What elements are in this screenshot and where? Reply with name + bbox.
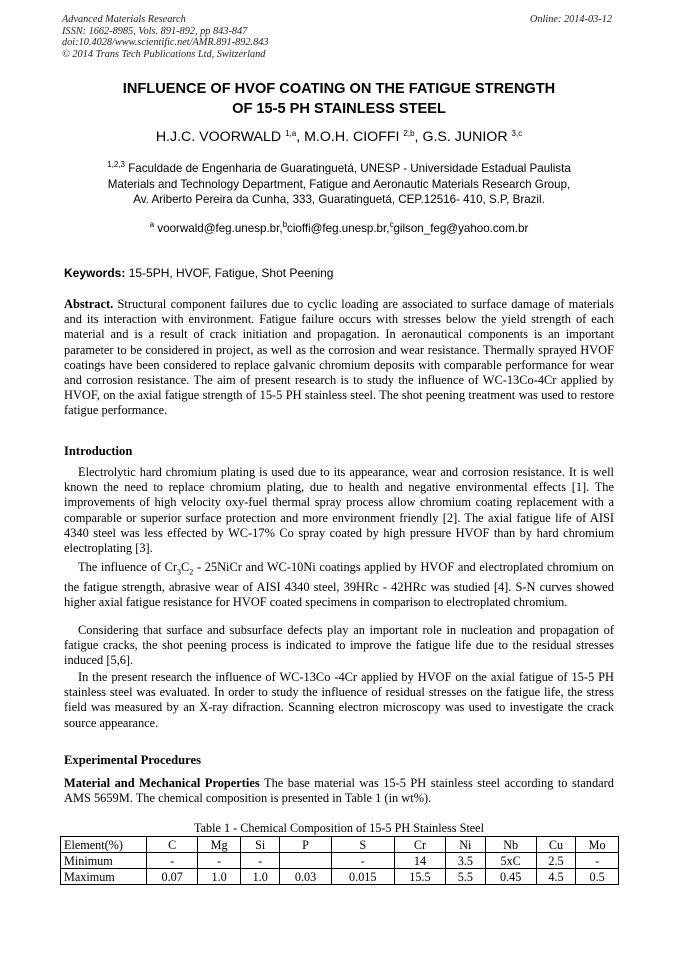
- online-date: Online: 2014-03-12: [529, 14, 612, 25]
- intro-paragraph-2: [64, 560, 614, 610]
- email-c: gilson_feg@yahoo.com.br: [393, 222, 529, 235]
- table-header-cell: Cu: [536, 837, 575, 853]
- email-mark: c: [389, 220, 394, 229]
- paper-title: [40, 80, 638, 119]
- table-header-cell: Nb: [485, 837, 536, 853]
- title-line-2: OF 15-5 PH STAINLESS STEEL: [232, 100, 446, 117]
- author-list: [40, 128, 638, 146]
- table-header-cell: C: [147, 837, 198, 853]
- affiliation-text: Faculdade de Engenharia de Guaratinguetá, UNESP - Universidade Estadual Paulista: [125, 162, 571, 175]
- author-affil-mark: 2,b: [403, 129, 415, 138]
- journal-info: [62, 14, 269, 60]
- table-cell: 5.5: [446, 869, 485, 885]
- intro-paragraph-3: Considering that surface and subsurface defects play an important role in nucleation and propagation of fatigue cracks, the shot peening process is indicated to improve the fatigue life due to the residual stresses induced [5,6].: [64, 623, 614, 668]
- subscript: 2: [189, 567, 194, 577]
- journal-doi: doi:10.4028/www.scientific.net/AMR.891-892.843: [62, 37, 269, 49]
- table-header-cell: Ni: [446, 837, 485, 853]
- author-affil-mark: 3,c: [511, 129, 523, 138]
- table-cell: 4.5: [536, 869, 575, 885]
- abstract-text: Structural component failures due to cyclic loading are associated to surface damage of materials and its interaction with environment. Fatigue failure occurs with stresses below the yield strength of each material and is a result of crack initiation and propagation. In aeronautical components is an important parameter to be considered in project, as well as the corrosion and wear resistance. Thermally sprayed HVOF coatings have been considered to replace galvanic chromium deposits with comparable performance for wear and corrosion resistance. The aim of present research is to study the influence of WC-13Co-4Cr applied by HVOF, on the axial fatigue strength of 15-5 PH stainless steel. The shot peening treatment was used to restore fatigue performance.: [64, 297, 614, 418]
- table-row: [61, 869, 619, 885]
- material-text: The base material was 15-5 PH stainless steel according to standard AMS 5659M. The chemical composition is presented in Table 1 (in wt%).: [64, 776, 614, 806]
- table-header-row: [61, 837, 619, 853]
- affiliation-mark: 1,2,3: [107, 160, 125, 169]
- table-cell: 15.5: [394, 869, 445, 885]
- title-line-1: INFLUENCE OF HVOF COATING ON THE FATIGUE STRENGTH: [122, 81, 556, 97]
- table-cell: 0.015: [331, 869, 394, 885]
- keywords: [64, 266, 333, 281]
- table-cell: 5xC: [485, 853, 536, 869]
- table-cell: 3.5: [446, 853, 485, 869]
- table-header-cell: Cr: [394, 837, 445, 853]
- table-header-cell: Mo: [576, 837, 619, 853]
- abstract-label: Abstract.: [64, 297, 114, 311]
- journal-name: Advanced Materials Research: [62, 14, 186, 25]
- intro-p2-text: - 25NiCr and WC-10Ni coatings applied by HVOF and electroplated chromium on the fatigue strength, abrasive wear of AISI 4340 steel, 39HRc - 42HRc was studied [4]. S-N curves showed higher axial fatigue resistance for HVOF coated specimens in comparison to electroplated chromium.: [64, 560, 614, 609]
- table-header-cell: Mg: [198, 837, 241, 853]
- table-header-cell: Si: [241, 837, 280, 853]
- intro-paragraph-4: In the present research the influence of WC-13Co -4Cr applied by HVOF on the axial fatigue of 15-5 PH stainless steel was evaluated. In order to study the influence of residual stresses on the fatigue life, the stress field was measured by an X-ray difraction. Scanning electron microscopy was used to investigate the crack source appearance.: [64, 670, 614, 730]
- table-caption: Table 1 - Chemical Composition of 15-5 PH Stainless Steel: [194, 821, 484, 835]
- intro-paragraph-1: Electrolytic hard chromium plating is used due to its appearance, wear and corrosion resistance. It is well known the need to replace chromium plating, due to health and negative environmental effects [1]. The improvements of high velocity oxy-fuel thermal spray process allow chromium coating replacement with a comparable or superior surface protection and more environment friendly [2]. The axial fatigue life of AISI 4340 steel was less effected by WC-17% Co spray coated by high pressure HVOF than by hard chromium electroplating [3].: [64, 465, 614, 556]
- table-cell: 1.0: [198, 869, 241, 885]
- affiliation-line-2: Materials and Technology Department, Fatigue and Aeronautic Materials Research Group,: [107, 177, 571, 191]
- email-mark: b: [282, 220, 288, 229]
- author-name: M.O.H. CIOFFI: [304, 129, 404, 145]
- keywords-text: 15-5PH, HVOF, Fatigue, Shot Peening: [125, 266, 334, 280]
- subscript: 3: [177, 567, 182, 577]
- intro-p2-text: C: [181, 560, 190, 574]
- chemical-composition-table: [60, 836, 619, 885]
- table-cell: 0.5: [576, 869, 619, 885]
- table-cell: 2.5: [536, 853, 575, 869]
- author-emails: [40, 221, 638, 236]
- intro-p2-text: The influence of Cr: [78, 560, 178, 574]
- introduction-heading: Introduction: [64, 444, 133, 458]
- email-mark: a: [149, 220, 155, 229]
- keywords-label: Keywords:: [64, 266, 126, 280]
- experimental-heading: Experimental Procedures: [64, 753, 201, 767]
- author-name: H.J.C. VOORWALD: [155, 129, 286, 145]
- material-paragraph: [64, 776, 614, 806]
- author-separator: ,: [414, 129, 423, 145]
- table-cell: -: [147, 853, 198, 869]
- table-cell: -: [241, 853, 280, 869]
- table-cell: 0.45: [485, 869, 536, 885]
- affiliation: [40, 161, 638, 208]
- table-cell: Maximum: [61, 869, 147, 885]
- email-b: cioffi@feg.unesp.br,: [287, 222, 390, 235]
- table-cell: -: [331, 853, 394, 869]
- author-name: G.S. JUNIOR: [422, 129, 512, 145]
- table-header-cell: P: [280, 837, 331, 853]
- affiliation-line-1: [40, 161, 638, 177]
- table-cell: 14: [394, 853, 445, 869]
- table-header-cell: Element(%): [61, 837, 147, 853]
- table-cell: Minimum: [61, 853, 147, 869]
- table-row: [61, 853, 619, 869]
- journal-issn: ISSN: 1662-8985, Vols. 891-892, pp 843-847: [62, 25, 248, 37]
- material-subheading: Material and Mechanical Properties: [64, 776, 260, 790]
- table-cell: 0.03: [280, 869, 331, 885]
- table-cell: [280, 853, 331, 869]
- table-cell: 0.07: [147, 869, 198, 885]
- journal-copyright: © 2014 Trans Tech Publications Ltd, Switzerland: [62, 48, 266, 60]
- table-cell: -: [198, 853, 241, 869]
- table-cell: -: [576, 853, 619, 869]
- table-header-cell: S: [331, 837, 394, 853]
- table-cell: 1.0: [241, 869, 280, 885]
- abstract: [64, 297, 614, 419]
- author-separator: ,: [296, 129, 305, 145]
- affiliation-line-3: Av. Ariberto Pereira da Cunha, 333, Guaratinguetá, CEP.12516- 410, S.P, Brazil.: [133, 193, 545, 207]
- email-a: voorwald@feg.unesp.br,: [154, 222, 283, 235]
- author-affil-mark: 1,a: [285, 129, 297, 138]
